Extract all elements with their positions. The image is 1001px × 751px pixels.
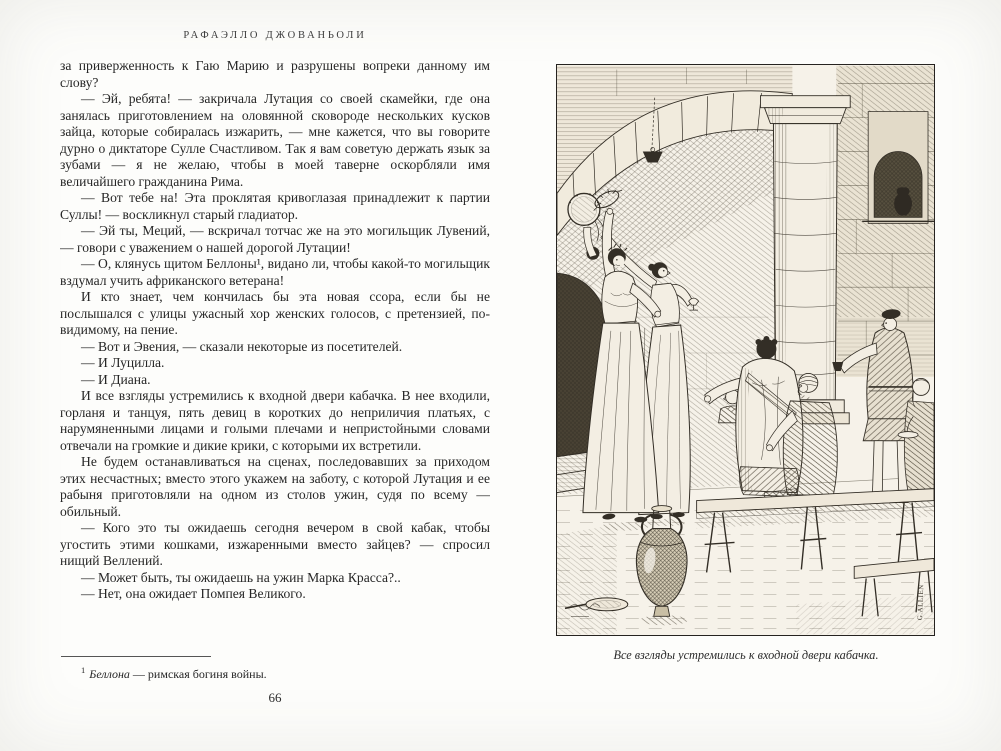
- left-page: [60, 30, 490, 722]
- footnote-marker: 1: [81, 665, 86, 675]
- footnote-rule: [61, 656, 211, 657]
- wall-niche: [862, 112, 934, 224]
- paragraph: за приверженность к Гаю Марию и разрушены вопреки данному им слову?: [60, 58, 490, 90]
- footnote-block: [60, 656, 490, 682]
- footnote: [60, 663, 490, 682]
- paragraph: — Нет, она ожидает Помпея Великого.: [81, 586, 306, 601]
- body-text: [60, 58, 490, 650]
- paragraph: Не будем останавливаться на сценах, последовавших за приходом этих несчастных; вместо этого укажем на заботу, с которой Лутация и ее рабыня приготовляли на одном из столов ужин, судя по всему — обильный.: [60, 454, 490, 519]
- illustration-caption: Все взгляды устремились к входной двери кабачка.: [613, 648, 879, 662]
- paragraph: — Вот тебе на! Эта проклятая кривоглазая принадлежит к партии Суллы! — воскликнул старый гладиатор.: [60, 190, 490, 222]
- paragraph: — Эй, ребята! — закричала Лутация со своей скамейки, где она занялась приготовлением на оловянной сковороде нескольких кусков зайца, которые собиралась изжарить, — мне кажется, что вы говорите дурно о диктаторе Сулле Счастливом. Так я вам советую держать язык за зубами — я не желаю, чтобы в моей таверне оскорбляли имя величайшего гражданина Рима.: [60, 91, 490, 189]
- paragraph: — Кого это ты ожидаешь сегодня вечером в свой кабак, чтобы угостить этими кошками, изжаренными вместо зайцев? — спросил нищий Веллений.: [60, 520, 490, 568]
- footnote-text: — римская богиня войны.: [129, 667, 267, 681]
- paragraph: — Вот и Эвения, — сказали некоторые из посетителей.: [81, 338, 403, 354]
- right-page: [556, 64, 936, 663]
- paragraph: — И Луцилла.: [81, 355, 165, 370]
- illustration-frame: [556, 64, 935, 636]
- page-number: 66: [268, 690, 282, 705]
- paragraph: И все взгляды устремились к входной двери кабачка. В нее входили, горланя и танцуя, пять девиц в коротких до неприличия платьях, с нарумяненными лицами и голыми плечами и непристойными словами отвечали на громкие и дикие крики, с которыми их встретили.: [60, 388, 490, 453]
- paragraph: И кто знает, чем кончилась бы эта новая ссора, если бы не послышался с улицы ужасный хор женских голосов, с претензией, по-видимому, на пение.: [60, 289, 490, 337]
- jug-silhouette-icon: [894, 187, 912, 215]
- paragraph: — Может быть, ты ожидаешь на ужин Марка Красса?..: [81, 569, 401, 585]
- footnote-term: Беллона: [89, 667, 130, 681]
- paragraph: — И Диана.: [81, 371, 151, 387]
- paragraph: — О, клянусь щитом Беллоны¹, видано ли, чтобы какой-то могильщик вздумал учить африканского ветерана!: [60, 256, 490, 288]
- tavern-engraving-illustration: [557, 65, 934, 635]
- running-header: РАФАЭЛЛО ДЖОВАНЬОЛИ: [183, 30, 367, 41]
- engraver-signature: G.ALLIEN: [916, 584, 926, 621]
- paragraph: — Эй ты, Меций, — вскричал тотчас же на это могильщик Лувений, — говори с уважением о нашей дорогой Лутации!: [60, 223, 490, 255]
